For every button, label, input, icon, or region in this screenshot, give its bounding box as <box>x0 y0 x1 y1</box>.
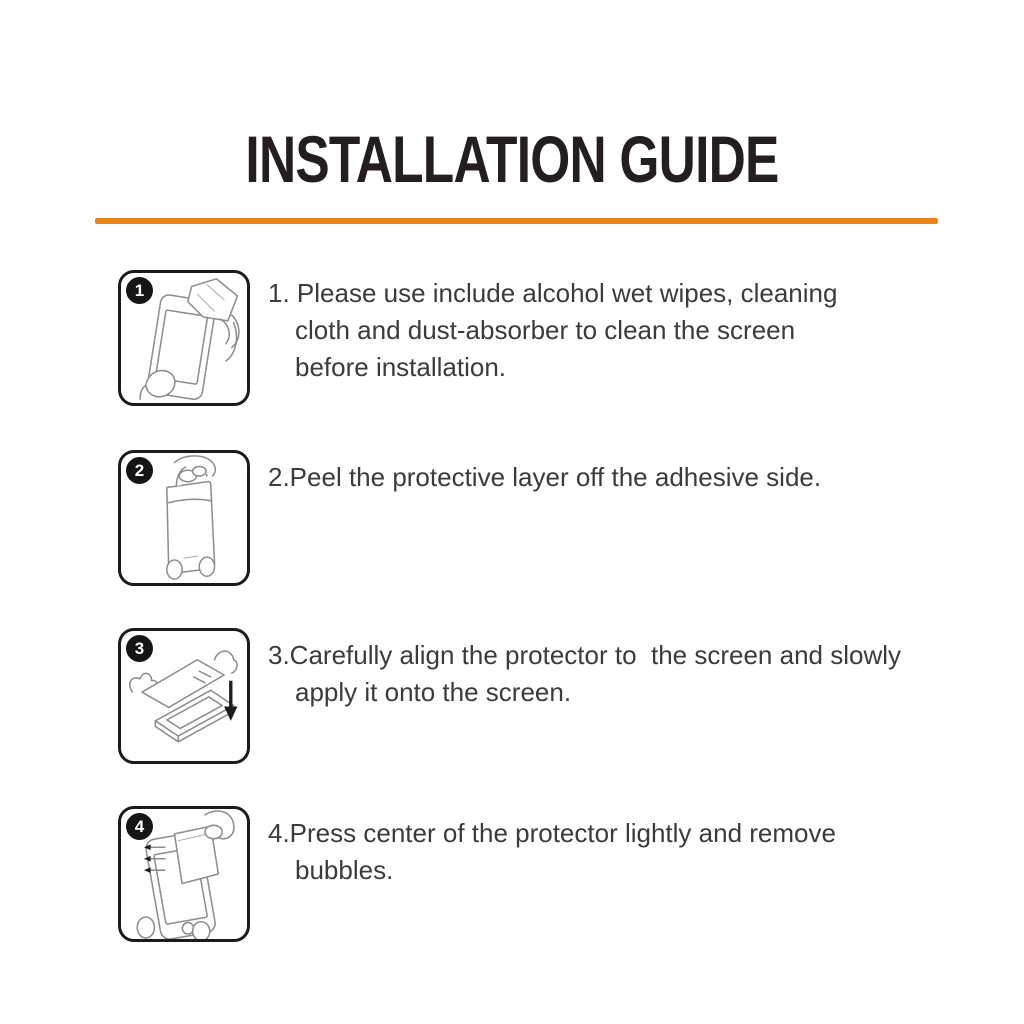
step-3-number-badge: 3 <box>126 635 153 662</box>
step-3-text <box>268 628 901 764</box>
step-1-text <box>268 270 837 406</box>
step-3-row <box>118 628 901 764</box>
step-4-number-badge: 4 <box>126 813 153 840</box>
step-3-text-line: 3.Carefully align the protector to the screen and slowly <box>268 640 902 670</box>
page-title: INSTALLATION GUIDE <box>245 122 779 196</box>
step-4-row <box>118 806 836 942</box>
step-1-number-badge: 1 <box>126 277 153 304</box>
step-1-text-line: cloth and dust-absorber to clean the screen <box>295 315 796 345</box>
step-2-number-badge: 2 <box>126 457 153 484</box>
step-2-text <box>268 450 821 586</box>
step-4-text-line: 4.Press center of the protector lightly and remove <box>268 818 836 848</box>
step-4-text-line: bubbles. <box>295 855 394 885</box>
step-4-text <box>268 806 836 942</box>
step-3-illustration-box <box>118 628 250 764</box>
step-2-text-line: 2.Peel the protective layer off the adhesive side. <box>268 462 822 492</box>
step-1-text-line: before installation. <box>295 352 507 382</box>
step-1-illustration-box <box>118 270 250 406</box>
step-2-illustration-box <box>118 450 250 586</box>
accent-divider <box>95 218 938 224</box>
step-1-row <box>118 270 837 406</box>
step-1-text-line: 1. Please use include alcohol wet wipes, cleaning <box>268 278 838 308</box>
step-4-illustration-box <box>118 806 250 942</box>
step-3-text-line: apply it onto the screen. <box>295 677 572 707</box>
step-2-row <box>118 450 821 586</box>
